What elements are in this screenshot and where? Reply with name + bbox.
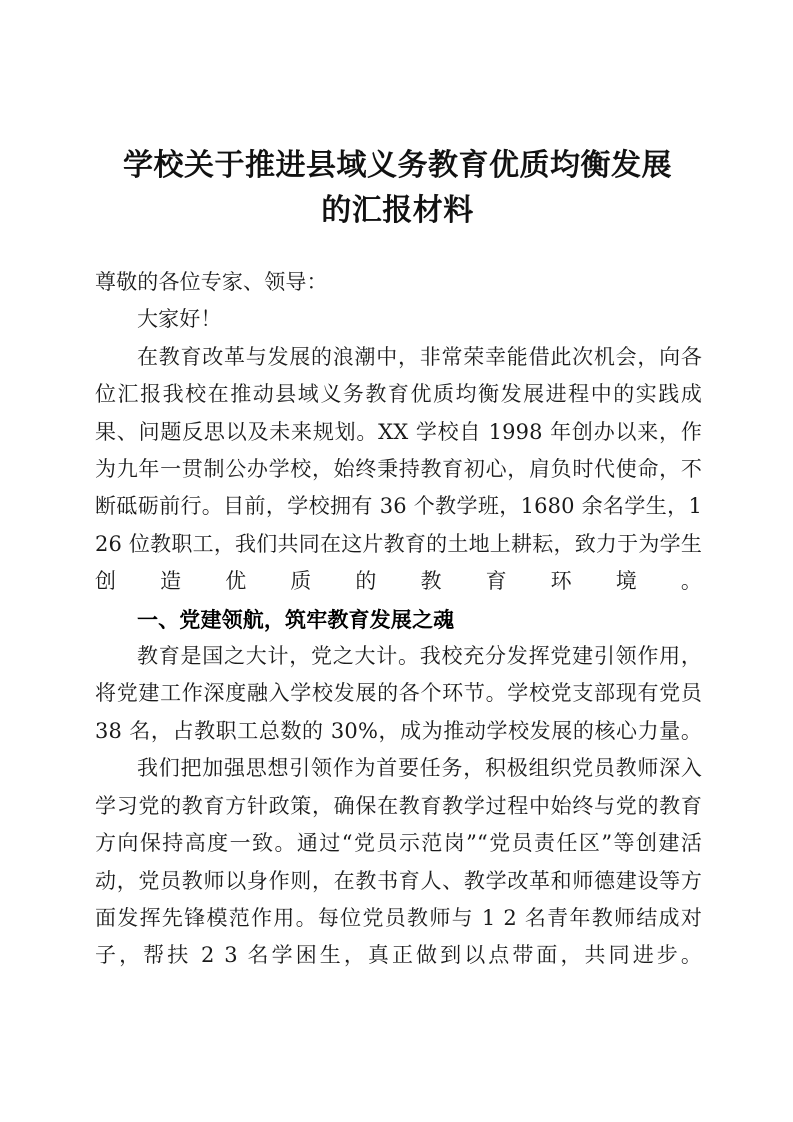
paragraph-intro: 在教育改革与发展的浪潮中，非常荣幸能借此次机会，向各位汇报我校在推动县域义务教育优质均衡发展进程中的实践成果、问题反思以及未来规划。XX 学校自 1998 年创办以来，作为九年一贯制公办学校，始终秉持教育初心，肩负时代使命，不断砥砺前行。目前，学校拥有 36 个教学班，1680 余名学生，126 位教职工，我们共同在这片教育的土地上耕耘，致力于为学生创造优质的教育环境。 xyxy=(95,344,702,594)
page-title-line-1: 学校关于推进县域义务教育优质均衡发展 xyxy=(123,148,672,183)
greeting: 大家好！ xyxy=(137,307,222,332)
page-title xyxy=(95,143,700,233)
salutation: 尊敬的各位专家、领导： xyxy=(95,270,328,294)
page-title-line-2: 的汇报材料 xyxy=(321,193,474,228)
paragraph-section1-2: 我们把加强思想引领作为首要任务，积极组织党员教师深入学习党的教育方针政策，确保在教育教学过程中始终与党的教育方向保持高度一致。通过“党员示范岗”“党员责任区”等创建活动，党员教师以身作则，在教书育人、教学改革和师德建设等方面发挥先锋模范作用。每位党员教师与 1 2 名青年教师结成对子，帮扶 2 3 名学困生，真正做到以点带面，共同进步。 xyxy=(95,756,702,968)
paragraph-section1-1: 教育是国之大计，党之大计。我校充分发挥党建引领作用，将党建工作深度融入学校发展的各个环节。学校党支部现有党员 38 名，占教职工总数的 30%，成为推动学校发展的核心力量。 xyxy=(95,644,702,743)
section-heading-1: 一、党建领航，筑牢教育发展之魂 xyxy=(137,606,455,632)
document-body xyxy=(95,264,702,975)
